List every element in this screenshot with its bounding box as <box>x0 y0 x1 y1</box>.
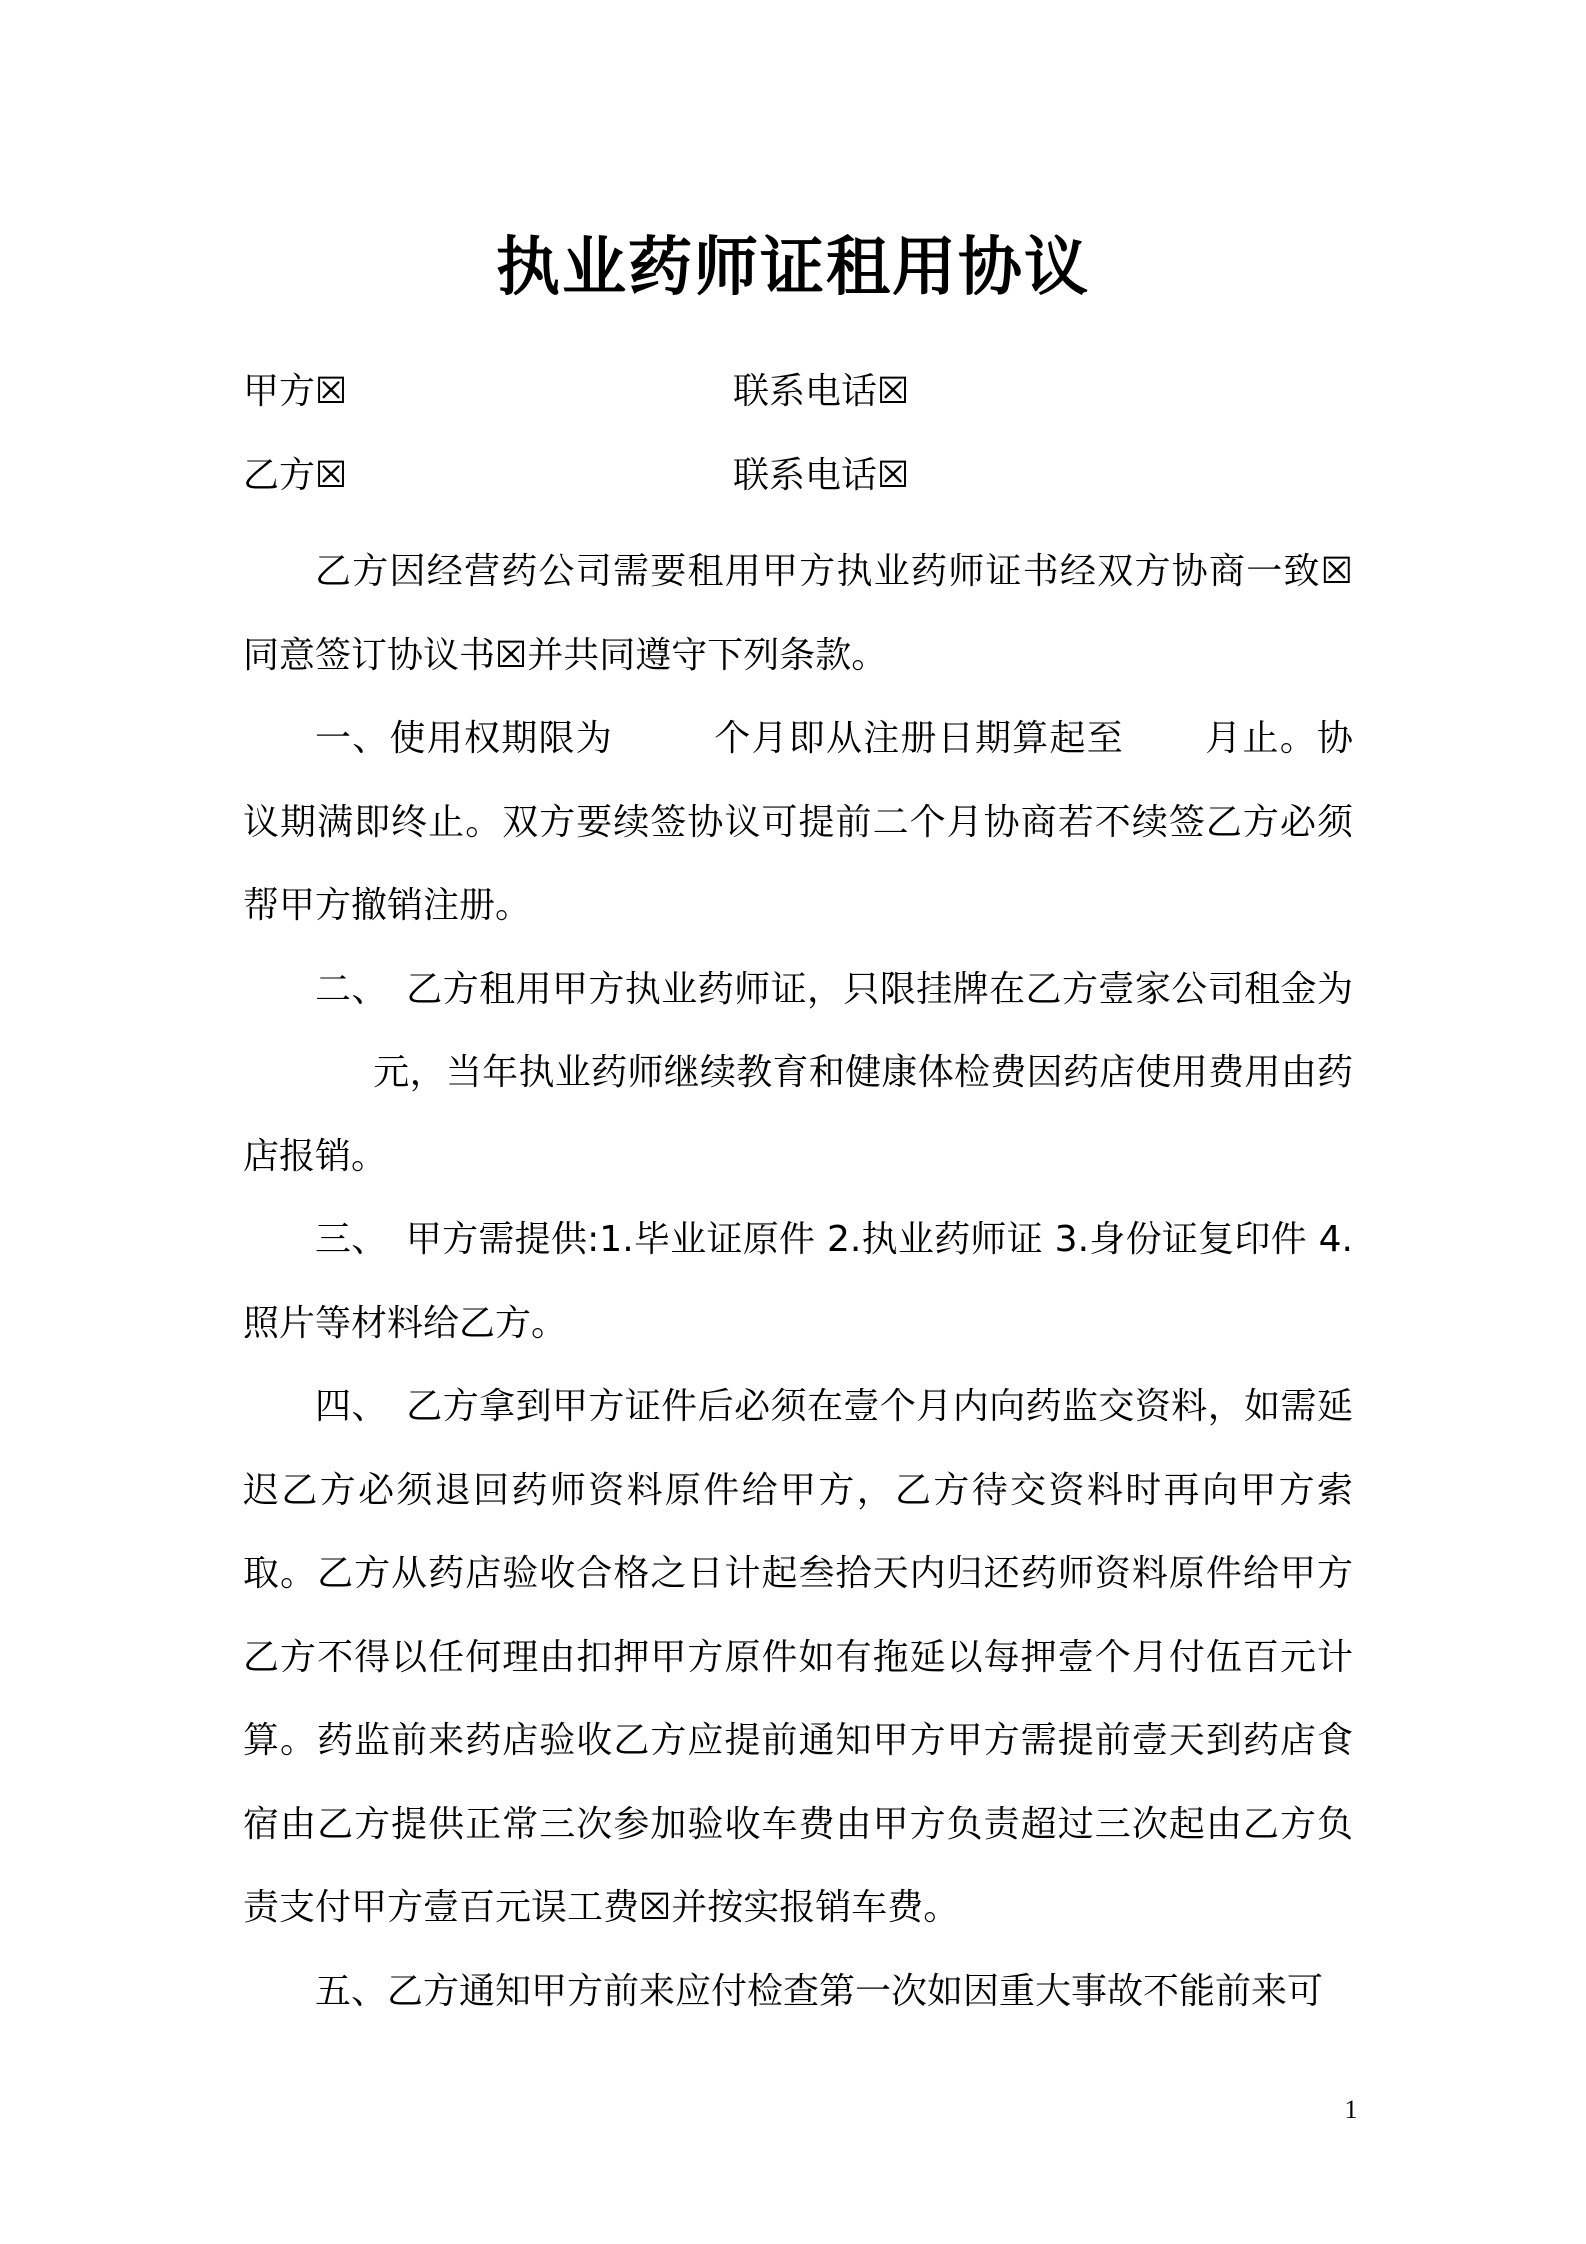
clause-4: 四、 乙方拿到甲方证件后必须在壹个月内向药监交资料，如需延迟乙方必须退回药师资料原件给甲方，乙方待交资料时再向甲方索取。乙方从药店验收合格之日计起叁拾天内归还药师资料原件给甲方乙方不得以任何理由扣押甲方原件如有拖延以每押壹个月付伍百元计算。药监前来药店验收乙方应提前通知甲方甲方需提前壹天到药店食宿由乙方提供正常三次参加验收车费由甲方负责超过三次起由乙方负责支付甲方壹百元误工费☒并按实报销车费。 <box>243 1386 1353 1928</box>
party-a-phone-label: 联系电话☒ <box>733 371 910 412</box>
party-a-row <box>243 362 1353 422</box>
clause-2-part-b: 元，当年执业药师继续教育和健康体检费因药店使用费用由药店报销。 <box>243 1052 1353 1177</box>
clause-1-part-a: 一、使用权期限为 <box>315 718 613 759</box>
clause-1 <box>243 697 1353 948</box>
clause-3: 三、 甲方需提供:1.毕业证原件 2.执业药师证 3.身份证复印件 4.照片等材料给乙方。 <box>243 1219 1353 1344</box>
clause-1-part-c: 月止。协议期满即终止。双方要续签协议可提前二个月协商若不续签乙方必须帮甲方撤销注册。 <box>243 718 1353 926</box>
party-b-phone-label: 联系电话☒ <box>733 455 910 496</box>
party-a-label: 甲方☒ <box>243 371 348 412</box>
page-number: 1 <box>1344 2095 1358 2124</box>
clause-2-part-a: 二、 乙方租用甲方执业药师证，只限挂牌在乙方壹家公司租金为 <box>315 968 1353 1010</box>
clause-1-part-b: 个月即从注册日期算起至 <box>713 718 1124 759</box>
party-b-label: 乙方☒ <box>243 455 348 496</box>
intro-paragraph: 乙方因经营药公司需要租用甲方执业药师证书经双方协商一致☒同意签订协议书☒并共同遵守下列条款。 <box>243 551 1353 676</box>
agreement-body <box>243 530 1353 2033</box>
party-b-row <box>243 446 1353 506</box>
clause-2 <box>243 948 1353 1199</box>
document-title: 执业药师证租用协议 <box>496 231 1090 305</box>
clause-5: 五、乙方通知甲方前来应付检查第一次如因重大事故不能前来可 <box>315 1970 1324 2012</box>
